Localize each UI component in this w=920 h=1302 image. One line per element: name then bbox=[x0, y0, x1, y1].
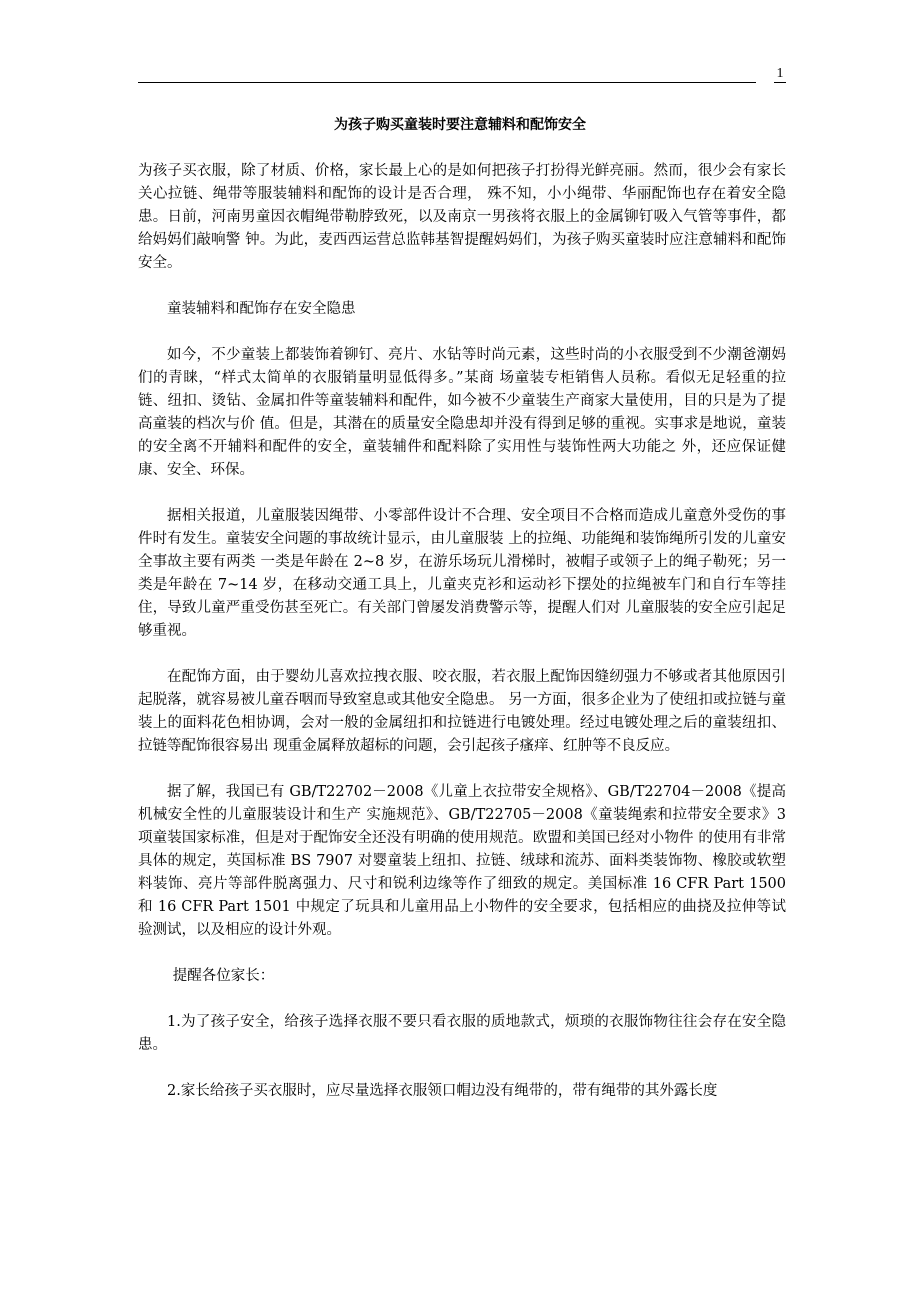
header-rule bbox=[138, 82, 756, 83]
paragraph-accidents: 据相关报道，儿童服装因绳带、小零部件设计不合理、安全项目不合格而造成儿童意外受伤的事件时有发生。童装安全问题的事故统计显示，由儿童服装 上的拉绳、功能绳和装饰绳所引发的儿童安全事故主要有两类 一类是年龄在 2~8 岁，在游乐场玩儿滑梯时，被帽子或领子上的绳子勒死；另一类是年龄在 7~14 岁，在移动交通工具上，儿童夹克衫和运动衫下摆处的拉绳被车门和自行车等挂住，导致儿童严重受伤甚至死亡。有关部门曾屡发消费警示等，提醒人们对 儿童服装的安全应引起足够重视。 bbox=[138, 508, 786, 639]
paragraph-intro: 为孩子买衣服，除了材质、价格，家长最上心的是如何把孩子打扮得光鲜亮丽。然而，很少会有家长关心拉链、绳带等服装辅料和配饰的设计是否合理， 殊不知，小小绳带、华丽配饰也存在着安全隐患。日前，河南男童因衣帽绳带勒脖致死，以及南京一男孩将衣服上的金属铆钉吸入气管等事件，都给妈妈们敲响警 钟。为此，麦西西运营总监韩基智提醒妈妈们，为孩子购买童装时应注意辅料和配饰安全。 bbox=[138, 163, 786, 271]
list-item-2: 2.家长给孩子买衣服时，应尽量选择衣服领口帽边没有绳带的，带有绳带的其外露长度 bbox=[167, 1083, 718, 1099]
document-title: 为孩子购买童装时要注意辅料和配饰安全 bbox=[334, 117, 586, 133]
paragraph-standards: 据了解，我国已有 GB/T22702－2008《儿童上衣拉带安全规格》、GB/T22704－2008《提高机械安全性的儿童服装设计和生产 实施规范》、GB/T22705－2008《童装绳索和拉带安全要求》3 项童装国家标准，但是对于配饰安全还没有明确的使用规范。欧盟和美国已经对小物件 的使用有非常具体的规定，英国标准 BS 7907 对婴童装上纽扣、拉链、绒球和流苏、面料类装饰物、橡胶或软塑料装饰、亮片等部件脱离强力、尺寸和锐利边缘等作了细致的规定。美国标准 16 CFR Part 1500 和 16 CFR Part 1501 中规定了玩具和儿童用品上小物件的安全要求，包括相应的曲挠及拉伸等试验测试，以及相应的设计外观。 bbox=[138, 784, 786, 938]
paragraph-decorations: 如今，不少童装上都装饰着铆钉、亮片、水钻等时尚元素，这些时尚的小衣服受到不少潮爸潮妈们的青睐，“样式太简单的衣服销量明显低得多。”某商 场童装专柜销售人员称。看似无足轻重的拉链、纽扣、烫钻、金属扣件等童装辅料和配件，如今被不少童装生产商家大量使用，目的只是为了提高童装的档次与价 值。但是，其潜在的质量安全隐患却并没有得到足够的重视。实事求是地说，童装的安全离不开辅料和配件的安全，童装辅件和配料除了实用性与装饰性两大功能之 外，还应保证健康、安全、环保。 bbox=[138, 347, 786, 478]
paragraph-accessories: 在配饰方面，由于婴幼儿喜欢拉拽衣服、咬衣服，若衣服上配饰因缝纫强力不够或者其他原因引起脱落，就容易被儿童吞咽而导致窒息或其他安全隐患。 另一方面，很多企业为了使纽扣或拉链与童装上的面料花色相协调，会对一般的金属纽扣和拉链进行电镀处理。经过电镀处理之后的童装纽扣、拉链等配饰很容易出 现重金属释放超标的问题，会引起孩子瘙痒、红肿等不良反应。 bbox=[138, 669, 786, 754]
section-heading-hazards: 童装辅料和配饰存在安全隐患 bbox=[167, 301, 356, 317]
list-item-1: 1.为了孩子安全，给孩子选择衣服不要只看衣服的质地款式，烦琐的衣服饰物往往会存在安全隐患。 bbox=[138, 1014, 786, 1053]
page-number: 1 bbox=[774, 66, 786, 83]
section-heading-reminder: 提醒各位家长： bbox=[172, 968, 275, 984]
document-body bbox=[138, 160, 786, 1126]
